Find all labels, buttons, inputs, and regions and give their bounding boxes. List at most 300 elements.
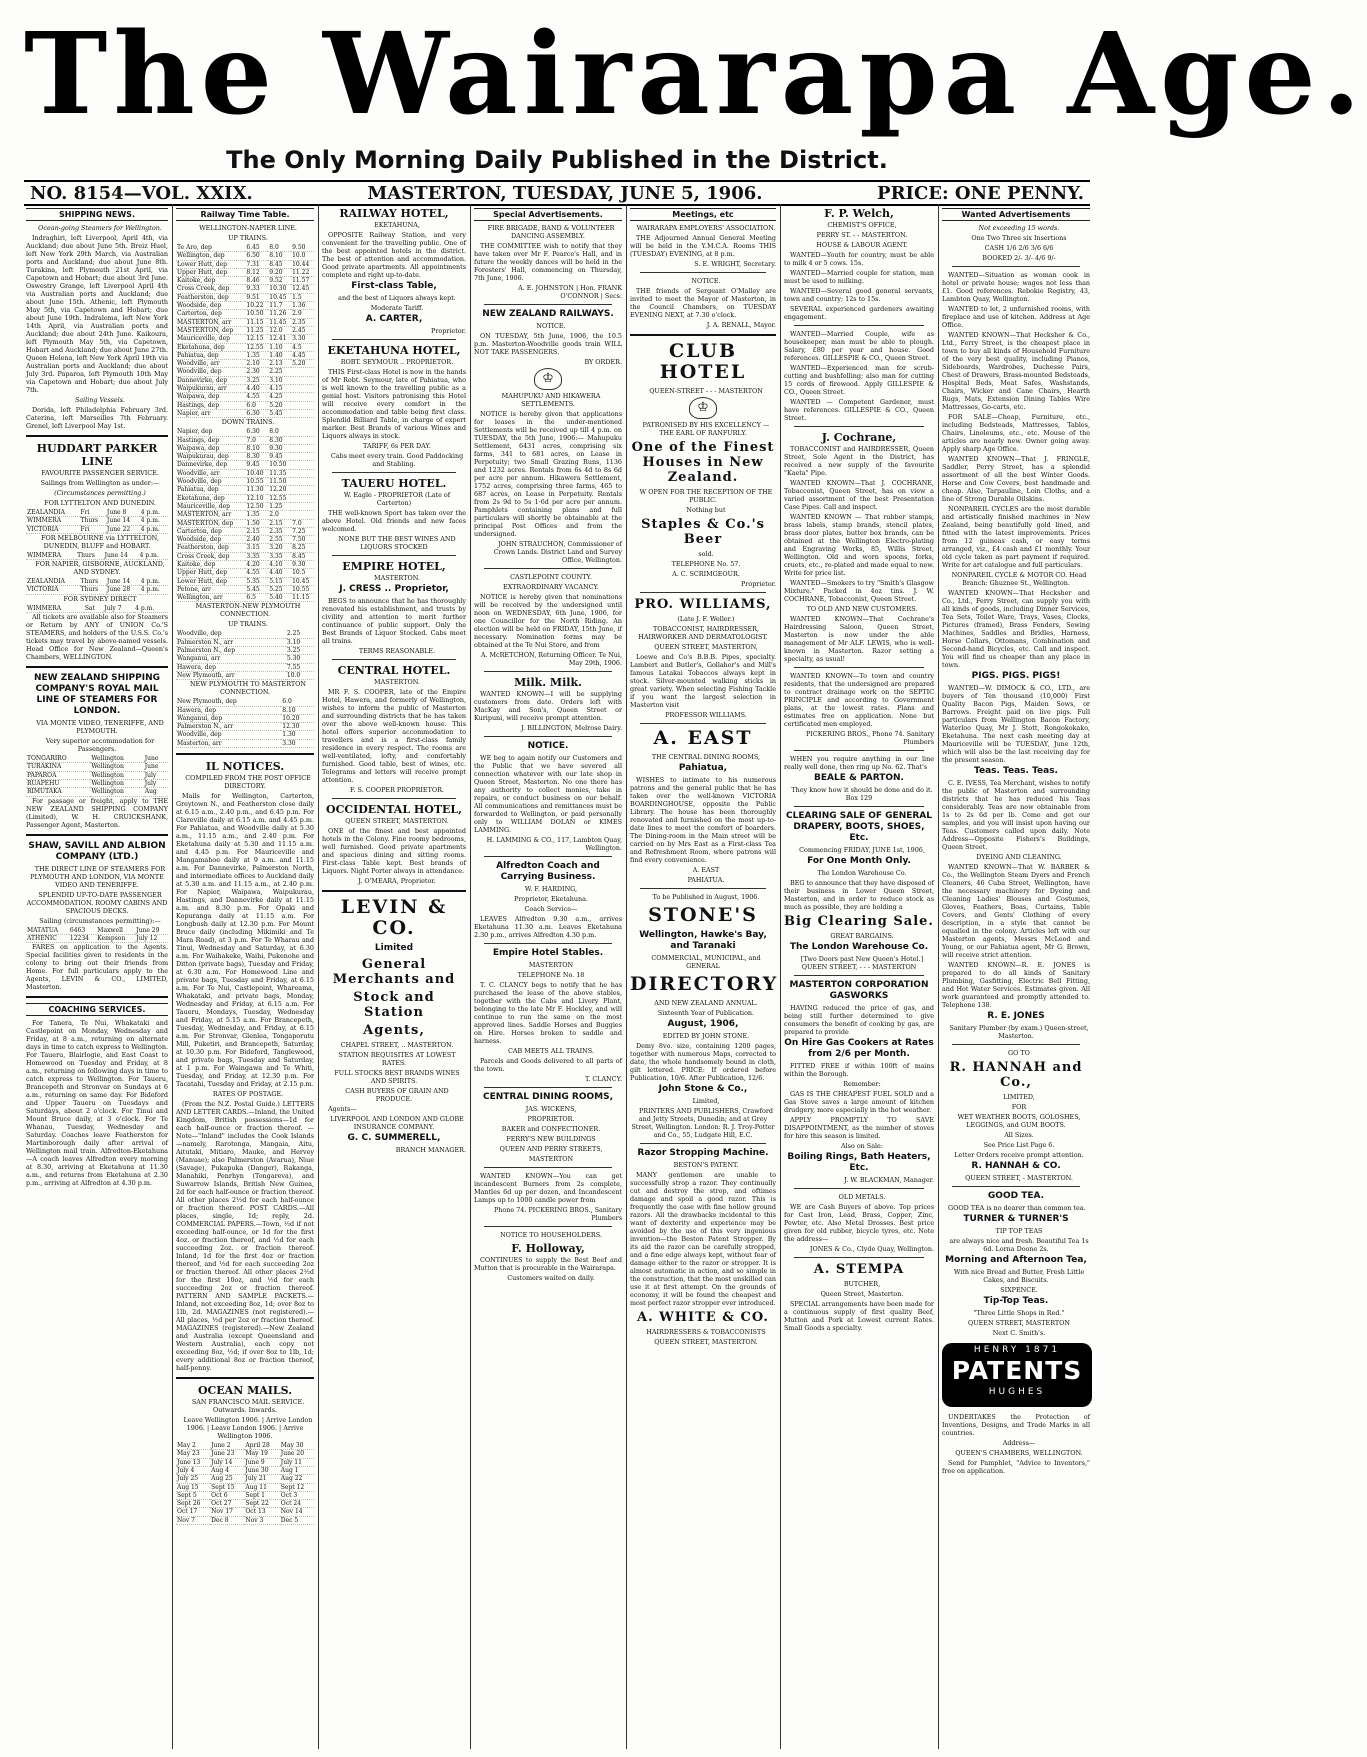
taueru-hotel-heading: TAUERU HOTEL. bbox=[341, 477, 447, 490]
omalley-notice-heading: NOTICE. bbox=[691, 277, 721, 285]
nonpareil-signature: NONPAREIL CYCLE & MOTOR CO. Head Branch: Ghuznee St., Wellington. bbox=[951, 571, 1087, 587]
table-cell: New Plymouth, dep bbox=[176, 698, 281, 706]
table-cell: July bbox=[144, 771, 168, 779]
table-row bbox=[176, 663, 314, 671]
table-row bbox=[176, 244, 314, 252]
table-cell: 9.30 bbox=[268, 444, 291, 452]
table-cell: Thurs bbox=[76, 552, 103, 560]
levin-insurance: LIVERPOOL AND LONDON AND GLOBE INSURANCE COMPANY. bbox=[330, 1115, 464, 1131]
levin-manager: G. C. SUMMERELL, bbox=[347, 1133, 441, 1143]
table-cell: MASTERTON, dep bbox=[176, 326, 245, 334]
table-cell: RUAPEHU bbox=[26, 779, 90, 787]
welch-wanted-1: WANTED—Youth for country, must be able to milk 4 or 5 cows. 15s. bbox=[784, 251, 934, 267]
railway-hotel-table: First-class Table, bbox=[351, 281, 437, 291]
nz-railways-notice: NOTICE. bbox=[536, 322, 566, 330]
route-heading: FOR NAPIER, GISBORNE, AUCKLAND, AND SYDNEY. bbox=[35, 560, 165, 577]
railway-direction: DOWN TRAINS. bbox=[221, 418, 275, 427]
empire-stables-parcels: Parcels and Goods delivered to all parts of the town. bbox=[474, 1057, 622, 1073]
table-cell: 11.35 bbox=[268, 469, 291, 477]
table-cell: 1.35 bbox=[245, 351, 268, 359]
shipping-body: Indraghiri, left Liverpool, April 4th, via Auckland; due about June 5th. Breiz Huel, left New York 29th March, via Australian ports and Auckland; due about June 8th. Turakina, left Plymouth 21st April, via Capetown and Hobart; due about 3rd June. Oswestry Grange, left Liverpool April 4th via Australian ports and Auckland; due about June 15th. Athenic, left Plymouth May 5th, via Capetown and Hobart; due about June 19th. Indralema, left New York 14th April, via Australian ports and Auckland; due about 24th June. Kaikoura, left Plymouth May 5th, via Capetown, Hobart and Auckland; due about June 27th. Queen Helena, left New York April 19th via Australian ports and Auckland; due about July 3rd. Paparoa, left Plymouth 10th May via Capetown and Hobart; due about July 7th. bbox=[26, 234, 168, 394]
table-row bbox=[176, 252, 314, 260]
table-cell: Mauriceville, dep bbox=[176, 502, 245, 510]
new-plymouth-return-heading: NEW PLYMOUTH TO MASTERTON CONNECTION. bbox=[189, 680, 307, 697]
table-cell: Oct 24 bbox=[280, 1500, 314, 1508]
table-cell: Wellington bbox=[90, 763, 143, 771]
club-hotel-heading: CLUB HOTEL bbox=[659, 340, 747, 383]
column-1 bbox=[26, 204, 168, 1749]
table-cell: 8.45 bbox=[291, 552, 314, 560]
table-row bbox=[26, 927, 168, 935]
table-cell: July 25 bbox=[176, 1475, 210, 1483]
table-row bbox=[176, 536, 314, 544]
table-row bbox=[176, 511, 314, 519]
table-row bbox=[26, 788, 168, 796]
employers-body: THE Adjourned Annual General Meeting will be held in the Y.M.C.A. Rooms THIS (TUESDAY) EVENING, at 8 p.m. bbox=[630, 234, 776, 258]
table-row bbox=[176, 360, 314, 368]
table-row bbox=[176, 469, 314, 477]
table-cell: 12.45 bbox=[291, 285, 314, 293]
table-row bbox=[26, 509, 168, 517]
table-cell: 12.15 bbox=[245, 335, 268, 343]
table-cell: July bbox=[144, 779, 168, 787]
table-cell: 5.15 bbox=[268, 577, 291, 585]
stones-subhead-2: COMMERCIAL, MUNICIPAL, and GENERAL bbox=[651, 954, 761, 970]
table-cell: 9.52 bbox=[268, 277, 291, 285]
table-cell: 12.20 bbox=[268, 486, 291, 494]
nz-railways-heading: NEW ZEALAND RAILWAYS. bbox=[482, 309, 614, 319]
turner-body: are always nice and fresh. Beautiful Tea 1s 6d. Lorna Doone 2s. bbox=[949, 1237, 1089, 1253]
table-cell: 4.55 bbox=[245, 569, 268, 577]
table-cell: 5.40 bbox=[268, 594, 291, 602]
table-cell: 10.40 bbox=[245, 469, 268, 477]
issue-date: MASTERTON, TUESDAY, JUNE 5, 1906. bbox=[367, 182, 763, 204]
table-cell: 6.30 bbox=[245, 428, 268, 436]
table-cell: 4.5 bbox=[291, 343, 314, 351]
table-cell: 1.10 bbox=[268, 343, 291, 351]
divider bbox=[794, 1188, 924, 1189]
table-row bbox=[176, 1483, 314, 1491]
table-cell: Sept 1 bbox=[244, 1491, 279, 1499]
table-row bbox=[176, 638, 314, 646]
three-shops: "Three Little Shops in Red." bbox=[973, 1309, 1065, 1317]
central-dining-building: FERRY'S NEW BUILDINGS bbox=[506, 1135, 596, 1143]
table-row bbox=[176, 335, 314, 343]
railway-hotel-proprietor: A. CARTER, bbox=[365, 314, 423, 324]
turner-tip-top: TIP TOP TEAS bbox=[995, 1227, 1043, 1235]
welch-agency: HOUSE & LABOUR AGENT. bbox=[816, 241, 908, 249]
pigs-body: WANTED—W. DIMOCK & CO., LTD., are buyers of Ten thousand (10,000) First Quality Bacon Pigs, Maiden Sows, or Barrows. Freight paid on live pigs. Full particulars from Wellington Bacon Factory, Waterloo Quay, Mr J. Stott, Rongokokako, Eketahuna. The next cash meeting day at Mauriceville will be TUESDAY, June 12th, which will also be the last receiving day for the present season. bbox=[942, 684, 1090, 764]
table-cell: Woodville, arr bbox=[176, 469, 245, 477]
table-cell: 7.0 bbox=[291, 519, 314, 527]
central-dining-proprietor: JAS. WICKENS, bbox=[525, 1105, 577, 1113]
table-cell: 9.30 bbox=[291, 560, 314, 568]
table-row bbox=[176, 560, 314, 568]
table-cell: 11.57 bbox=[291, 277, 314, 285]
levin-agents-label: Agents— bbox=[328, 1105, 357, 1113]
table-row bbox=[176, 552, 314, 560]
new-plymouth-table bbox=[176, 630, 314, 680]
column-rule bbox=[318, 204, 319, 1749]
divider bbox=[484, 1226, 612, 1227]
a-east-location: Pahiatua, bbox=[678, 763, 728, 773]
table-cell: June 9 bbox=[244, 1458, 279, 1466]
hannah-sizes: All Sizes. bbox=[1004, 1131, 1034, 1139]
cochrane-heading: J. Cochrane, bbox=[821, 431, 897, 444]
hughes-body: UNDERTAKES the Protection of Inventions, Designs, and Trade Marks in all countries. bbox=[942, 1413, 1090, 1437]
empire-stables-body: T. C. CLANCY begs to notify that he has purchased the lease of the above stables, together with the Cabs and Livery Plant, belonging to the late Mr F. Hockley, and will continue to run the same on the most approved lines. Saddle Horses and Buggies on Hire. Horses broken to saddle and harness. bbox=[474, 981, 622, 1045]
table-cell: June 14 bbox=[106, 578, 140, 586]
fire-brigade-body: THE COMMITTEE wish to notify that they have taken over Mr F. Pearce's Hall, and in future the weekly dances will be held in the Foresters' Hall, commencing on Thursday, 7th June, 1906. bbox=[474, 242, 622, 282]
table-cell: 8.30 bbox=[268, 436, 291, 444]
table-cell bbox=[291, 469, 314, 477]
pro-williams-heading: PRO. WILLIAMS, bbox=[634, 597, 772, 612]
stones-body: Demy 8vo. size, containing 1200 pages, together with numerous Maps, corrected to date, the whole handsomely bound in cloth, gilt lettered. PRICE: If ordered before Publication, 10/6. After Publication, 12/6. bbox=[630, 1042, 776, 1082]
welch-heading: F. P. Welch, bbox=[824, 207, 894, 220]
table-row bbox=[26, 605, 168, 613]
table-cell bbox=[291, 511, 314, 519]
table-row bbox=[176, 714, 314, 722]
table-cell: Aug bbox=[144, 788, 168, 796]
table-row bbox=[176, 739, 314, 747]
table-cell: June 23 bbox=[210, 1450, 244, 1458]
milk-body: WANTED KNOWN—I will be supplying customers from date. Orders left with MacKay and Son's, Queen Street or Kuripuni, will receive prompt attention. bbox=[474, 690, 622, 722]
table-cell: 9.20 bbox=[268, 268, 291, 276]
table-cell: 7.31 bbox=[245, 260, 268, 268]
table-cell bbox=[291, 393, 314, 401]
table-cell: 1.35 bbox=[245, 511, 268, 519]
a-east-body: WISHES to intimate to his numerous patrons and the general public that he has taken over the well-known VICTORIA BOARDINGHOUSE, opposite the Public Library. The house has been thoroughly renovated and furnished on the most up-to-date lines to meet the comfort of boarders. The Dining-room in the Main street will be carried on by Mrs East as a First-class Tea and Refreshment Room, where patrons will find every convenience. bbox=[630, 776, 776, 864]
table-cell: 2.55 bbox=[268, 536, 291, 544]
table-cell: 11.7 bbox=[268, 302, 291, 310]
sailing-vessels-heading: Sailing Vessels. bbox=[74, 396, 126, 404]
table-cell: Woodville, arr bbox=[176, 360, 245, 368]
table-row bbox=[176, 671, 314, 679]
table-cell: 7.25 bbox=[291, 527, 314, 535]
railway-hotel-heading: RAILWAY HOTEL, bbox=[339, 207, 449, 220]
table-cell: 10.55 bbox=[291, 585, 314, 593]
table-cell: Pahiatua, dep bbox=[176, 486, 245, 494]
table-cell: 8.45 bbox=[268, 260, 291, 268]
table-cell: 5.20 bbox=[291, 360, 314, 368]
table-cell: April 28 bbox=[244, 1442, 279, 1450]
table-cell: VICTORIA bbox=[26, 586, 80, 594]
table-row bbox=[26, 525, 168, 533]
table-cell: May 2 bbox=[176, 1442, 210, 1450]
table-cell: Dec 5 bbox=[280, 1516, 314, 1524]
empire-hotel-heading: EMPIRE HOTEL, bbox=[342, 560, 446, 573]
divider bbox=[630, 334, 776, 336]
table-cell: Woodville, dep bbox=[176, 731, 281, 739]
table-row bbox=[176, 461, 314, 469]
table-cell: Cross Creek, dep bbox=[176, 552, 245, 560]
table-cell bbox=[291, 461, 314, 469]
levin-general-merchants: General Merchants and bbox=[332, 957, 456, 987]
table-cell: Masterton, arr bbox=[176, 739, 281, 747]
beale-heading: BEALE & PARTON. bbox=[814, 773, 904, 783]
table-cell: June 14 bbox=[104, 552, 139, 560]
table-cell: VICTORIA bbox=[26, 525, 80, 533]
mahupuku-signature: JOHN STRAUCHON, Commissioner of Crown Lands. District Land and Survey Office, Wellington. bbox=[493, 540, 622, 564]
table-cell: 7.0 bbox=[245, 436, 268, 444]
table-cell: 1.25 bbox=[268, 502, 291, 510]
divider bbox=[484, 943, 612, 944]
central-hotel-location: MASTERTON. bbox=[374, 678, 420, 686]
table-cell: New Plymouth, arr bbox=[176, 671, 286, 679]
huddart-circumstances: (Circumstances permitting.) bbox=[54, 489, 146, 497]
razor-heading: Razor Stropping Machine. bbox=[637, 1148, 769, 1158]
jones-title: Sanitary Plumber (by exam.) Queen-street, Masterton. bbox=[949, 1024, 1089, 1040]
table-cell: Thurs bbox=[80, 517, 106, 525]
shaw-savill-body: SPLENDID UP-TO-DATE PASSENGER ACCOMMODATION. ROOMY CABINS AND SPACIOUS DECKS. bbox=[26, 890, 168, 915]
table-cell: 4.15 bbox=[268, 385, 291, 393]
central-dining-heading: CENTRAL DINING ROOMS, bbox=[482, 1092, 614, 1102]
divider bbox=[640, 592, 766, 593]
castlepoint-body: NOTICE is hereby given that nominations will be received by the undersigned until noon on WEDNESDAY, 6th June, 1906, for one Councillor for the North Riding. An election will be held on FRIDAY, 15th June, if necessary. Nomination forms may be obtained at the Te Nui Store, and from bbox=[474, 593, 622, 649]
table-cell: Aug 22 bbox=[280, 1475, 314, 1483]
table-row bbox=[176, 409, 314, 417]
divider bbox=[332, 555, 456, 556]
railway-direction: UP TRAINS. bbox=[228, 620, 268, 629]
table-row bbox=[26, 552, 168, 560]
table-row bbox=[176, 544, 314, 552]
table-row bbox=[176, 343, 314, 351]
stones-heading: STONE'S bbox=[648, 904, 758, 926]
table-cell: Wellington bbox=[90, 788, 143, 796]
table-cell: Sept 5 bbox=[176, 1491, 210, 1499]
levin-agents: Agents, bbox=[363, 1023, 425, 1038]
alfredton-proprietor: W. F. HARDING, bbox=[524, 885, 578, 893]
table-cell: Hawera, dep bbox=[176, 706, 281, 714]
issue-number: NO. 8154—VOL. XXIX. bbox=[30, 182, 253, 204]
beale-body: WHEN you require anything in our line really well done, then ring up No. 62. That's bbox=[784, 755, 934, 771]
column-2 bbox=[176, 204, 314, 1749]
table-cell: Dannevirke, dep bbox=[176, 461, 245, 469]
table-cell bbox=[291, 401, 314, 409]
central-dining-address: QUEEN AND PERRY STREETS, bbox=[499, 1145, 603, 1153]
table-cell: 6.45 bbox=[245, 244, 268, 252]
club-hotel-address: QUEEN-STREET - - - MASTERTON bbox=[649, 387, 763, 395]
divider bbox=[322, 890, 466, 892]
club-hotel-proprietor: A. C. SCRIMGEOUR. bbox=[672, 570, 740, 578]
empire-stables-cabs: CAB MEETS ALL TRAINS. bbox=[508, 1047, 594, 1055]
divider bbox=[26, 834, 168, 836]
turner-sixpence: SIXPENCE. bbox=[1000, 1286, 1038, 1294]
table-cell: 5.35 bbox=[245, 577, 268, 585]
omalley-notice-signature: J. A. RENALL, Mayor. bbox=[706, 321, 776, 329]
empire-hotel-terms: TERMS REASONABLE. bbox=[358, 647, 436, 655]
table-cell: 3.30 bbox=[291, 335, 314, 343]
old-customers-heading: TO OLD AND NEW CUSTOMERS. bbox=[806, 605, 918, 613]
lamming-notice-body: WE beg to again notify our Customers and the Public that we have severed all connection whatever with our late shop in Queen Street, Masterton. No one there has any authority to collect monies, take in repairs, or conduct business on our behalf. All communications and remittances must be forwarded to Wellington, or paid personally only to WILLIAM DOLAN or KIMES LAMMING. bbox=[474, 754, 622, 834]
welch-wanted-4: SEVERAL experienced gardeners awaiting engagement. bbox=[784, 305, 934, 321]
wanted-ad-6: NONPAREIL CYCLES are the most durable and artistically finished machines in New Zealand, being beautifully gold lined, and fitted with the latest improvements. Prices from 12 guineas cash, or easy terms arranged, viz., £4 cash and £1 monthly. Your old cycle taken as part payment if required. Write for art catalogue and full particulars. bbox=[942, 505, 1090, 569]
table-cell: May 23 bbox=[176, 1450, 210, 1458]
club-hotel-finest: One of the Finest Houses in New Zealand. bbox=[631, 440, 775, 485]
stones-limited: Limited, bbox=[692, 1097, 720, 1105]
divider bbox=[484, 736, 612, 737]
table-cell: 10.44 bbox=[291, 260, 314, 268]
table-cell: Kempson bbox=[96, 934, 135, 942]
old-metals-body: WE are Cash Buyers of above. Top prices for Cast Iron, Lead, Brass, Copper, Zinc, Pewter, etc. Also Metal Drosses. Best price given for old rubber, bicycle tyres, etc. Note the address— bbox=[784, 1203, 934, 1243]
table-cell: 8.30 bbox=[245, 453, 268, 461]
stones-date: August, 1906, bbox=[667, 1019, 739, 1029]
ocean-mails-columns: Leave Wellington 1906. | Arrive London 1906. | Leave London 1906. | Arrive Wellington 1906. bbox=[183, 1416, 313, 1441]
table-cell: 9.45 bbox=[268, 453, 291, 461]
newspaper-tagline: The Only Morning Daily Published in the District. bbox=[226, 146, 888, 174]
table-row bbox=[176, 302, 314, 310]
table-cell: Woodside, dep bbox=[176, 302, 245, 310]
wanted-rates-cash: CASH 1/6 2/6 3/6 6/6 bbox=[984, 244, 1054, 252]
table-cell: 10.5 bbox=[291, 569, 314, 577]
table-cell: June bbox=[144, 755, 168, 763]
shaw-savill-heading: SHAW, SAVILL AND ALBION COMPANY (LTD.) bbox=[28, 840, 166, 862]
railway-hotel-location: EKETAHUNA, bbox=[374, 221, 420, 229]
table-cell: Fri bbox=[80, 509, 106, 517]
table-cell: Wellington, dep bbox=[176, 252, 245, 260]
table-row bbox=[26, 578, 168, 586]
table-cell: Oct 17 bbox=[176, 1508, 210, 1516]
table-row bbox=[176, 351, 314, 359]
table-cell: Cross Creek, dep bbox=[176, 285, 245, 293]
divider bbox=[26, 435, 168, 437]
dateline-bar bbox=[24, 180, 1090, 206]
pro-williams-signature: PROFESSOR WILLIAMS. bbox=[665, 711, 747, 719]
table-cell: July 11 bbox=[280, 1458, 314, 1466]
table-row bbox=[176, 519, 314, 527]
table-cell: 4.10 bbox=[268, 560, 291, 568]
castlepoint-heading: CASTLEPOINT COUNTY. bbox=[510, 573, 592, 581]
divider bbox=[640, 888, 766, 889]
logo-top-text: HENRY bbox=[973, 1345, 1020, 1355]
club-hotel-patron: PATRONISED BY HIS EXCELLENCY — THE EARL OF RANFURLY. bbox=[642, 421, 770, 437]
table-cell: July 21 bbox=[244, 1475, 279, 1483]
table-cell: Wellington bbox=[90, 771, 143, 779]
royal-crest-icon: ♔ bbox=[534, 368, 562, 390]
table-cell: Eketahuna, dep bbox=[176, 494, 245, 502]
coaching-heading: COACHING SERVICES. bbox=[26, 1003, 168, 1016]
table-cell: 6.0 bbox=[245, 401, 268, 409]
table-cell: ATHENIC bbox=[26, 934, 69, 942]
clearing-sale-month: For One Month Only. bbox=[807, 856, 911, 866]
gasworks-hire: On Hire Gas Cookers at Rates from 2/6 per Month. bbox=[784, 1038, 934, 1059]
table-cell: 8.0 bbox=[268, 428, 291, 436]
stones-subhead: Wellington, Hawke's Bay, and Taranaki bbox=[639, 930, 767, 951]
table-cell: 10.20 bbox=[281, 714, 314, 722]
hannah-heading-2: R. HANNAH & CO. bbox=[971, 1161, 1061, 1171]
table-cell: Sept 26 bbox=[176, 1500, 210, 1508]
table-cell: 5.45 bbox=[245, 585, 268, 593]
divider bbox=[952, 266, 1080, 267]
table-cell: MASTERTON, arr bbox=[176, 511, 245, 519]
table-row bbox=[176, 494, 314, 502]
nz-shipping-note: For passage or freight, apply to THE NEW ZEALAND SHIPPING COMPANY (Limited), W. H. CRUICKSHANK, Passenger Agent, Masterton. bbox=[26, 796, 168, 829]
table-cell bbox=[291, 385, 314, 393]
stamps-body: WANTED KNOWN — That rubber stamps, brass labels, stamp brands, stencil plates, brass door plates, butter box brands, can be obtained at the Wellington Electro-plating and Engraving Works, 85, Willis Street, Wellington. Old and worn spoons, forks, cruets, etc., re-plated and made equal to new. Write for price list. bbox=[784, 513, 934, 577]
occidental-hotel-location: QUEEN STREET, MASTERTON. bbox=[345, 817, 449, 825]
hannah-for: FOR bbox=[1011, 1103, 1027, 1111]
divider bbox=[794, 667, 924, 668]
turner-heading: TURNER & TURNER'S bbox=[963, 1214, 1069, 1224]
eketahuna-hotel-proprietor: ROBT. SEYMOUR .. PROPRIETOR. bbox=[340, 358, 454, 366]
nz-railways-order: BY ORDER. bbox=[584, 358, 622, 366]
table-cell: 8.46 bbox=[245, 277, 268, 285]
table-cell: MASTERTON, arr bbox=[176, 318, 245, 326]
wanted-ad-7: WANTED KNOWN—That Hecksher and Co., Ltd., Ferry Street, can supply you with all kinds of goods, including Dinner Services, Tea Sets, Toilet Ware, Trays, Vases, Clocks, Pictures (framed), Brass Fenders, Sewing Machines, Saddles and Bridles, Harness, Horse Collars, Ottomans, Combination and Second-hand Bicycles, etc. Call and inspect. You will find us cheaper than any place in town. bbox=[942, 589, 1090, 669]
mail-notices-body: Mails for Wellington, Carterton, Greytown N., and Featherston close daily at 6.15 a.m., 2.40 p.m., and 6.45 p.m. For Clareville daily at 6.15 a.m. and 4.45 p.m. For Pahiatua, and Woodville daily at 5.30 a.m., 11.15 a.m., and 2.40 p.m. For Eketahuna daily at 5.30 and 11.15 a.m. and 4.45 p.m. For Mauriceville and Mangamahoe daily at 9 a.m. and 11.15 a.m. For Dannevirke, Palmerston North, and intermediate offices to Auckland daily at 5.30 a.m. and 11.15 a.m., at 2.40 p.m. For Napier, Waipawa, Waipukurau, Hastings, and Dannevirke daily at 11.15 a.m. and 8.30 p.m. For Opaki and Kopuranga daily at 11.15 a.m. For Longbush daily at 12.30 p.m. For Mount Bruce daily (including Mikimiki and Te Mara Road), at 3 p.m. For Te Wharau and Tinui, Wednesday and Saturday, at 6.30 a.m. For Waihakeke, Waihi, Pukenohe and Ditton (private bags), Tuesday and Friday, at 6.30 a.m. For Homewood Line and private bags, Tuesday and Friday, at 6.15 a.m. For Te Nui, Castlepoint, Whareama, Whakataki, and private bags, Monday, Wednesday and Friday, at 6.15 a.m. For Taueru, Mondays, Tuesday, Wednesday and Friday, at 5.15 a.m. For Brancepeth, Tuesday, Wednesday, and Friday, at 6.15 a.m. For Stronvar, Glenlea, Tongaporutu Mill, Puketiri, and Brancepeth, Saturday, at 10.30 p.m. For Bideford, Tanglewood, and private bags, Tuesday and Saturday, at 1 p.m. For Waingawa and Te Whiti, Tuesday, and Friday, at 12.30 p.m. For Tacatahi, Tuesday and Friday, at 2.15 p.m. bbox=[176, 792, 314, 1089]
table-row bbox=[176, 1458, 314, 1466]
table-cell: Nov 17 bbox=[210, 1508, 244, 1516]
table-cell: RIMUTAKA bbox=[26, 788, 90, 796]
table-cell: 4.25 bbox=[268, 393, 291, 401]
divider bbox=[952, 1186, 1080, 1187]
table-cell: Upper Hutt, dep bbox=[176, 268, 245, 276]
table-cell: Wellington bbox=[90, 755, 143, 763]
table-cell: MASTERTON, dep bbox=[176, 519, 245, 527]
gasworks-fitted: FITTED FREE if within 100ft of mains within the Borough. bbox=[784, 1062, 934, 1078]
gasworks-also: Also on Sale: bbox=[841, 1142, 883, 1150]
club-hotel-proprietor-title: Proprietor. bbox=[741, 580, 776, 588]
table-row bbox=[176, 393, 314, 401]
old-metals-signature: JONES & Co., Clyde Quay, Wellington. bbox=[809, 1245, 934, 1253]
cochrane-pipes: WANTED KNOWN—That J. COCHRANE, Tobacconist, Queen Street, has on view a varied assortment of the best Presentation Case Pipes. Call and inspect. bbox=[784, 479, 934, 511]
divider bbox=[794, 426, 924, 427]
divider bbox=[332, 659, 456, 660]
septic-signature: PICKERING BROS., Phone 74. Sanitary Plumbers bbox=[806, 730, 934, 746]
table-cell: Pahiatua, dep bbox=[176, 351, 245, 359]
table-row bbox=[176, 401, 314, 409]
stones-annual: AND NEW ZEALAND ANNUAL. bbox=[654, 999, 758, 1007]
table-cell: Mauriceville, dep bbox=[176, 335, 245, 343]
column-rule bbox=[938, 204, 939, 1749]
table-cell: 4 p.m. bbox=[140, 509, 168, 517]
dyeing-body: WANTED KNOWN—That W. BARBER & Co., the Wellington Steam Dyers and French Cleaners, 46 Cuba Street, Wellington, have the necessary machinery for Dyeing and Cleaning Ladies' Blouses and Costumes, Gloves, Feathers, Boas, Curtains, Table Covers, and Gents' Clothing of every description, in a style that cannot be equalled in the colony. Articles left with our Masterton agents, Messrs McLeod and Young, or our Pahiatua agent, Mr G. Brown, will receive strict attention. bbox=[942, 863, 1090, 959]
club-hotel-telephone: TELEPHONE No. 57. bbox=[671, 560, 741, 568]
alfredton-location: Proprietor, Eketahuna. bbox=[514, 895, 588, 903]
column-3 bbox=[322, 204, 466, 1749]
table-cell: 11.15 bbox=[291, 594, 314, 602]
table-row bbox=[176, 502, 314, 510]
table-cell: 4.40 bbox=[245, 385, 268, 393]
column-4 bbox=[474, 204, 622, 1749]
table-cell: 3.25 bbox=[245, 376, 268, 384]
levin-address: CHAPEL STREET, .. MASTERTON. bbox=[340, 1041, 454, 1049]
postage-heading: RATES OF POSTAGE. bbox=[212, 1090, 284, 1099]
beale-footer: They know how it should be done and do it. Box 129 bbox=[791, 786, 933, 802]
eketahuna-hotel-tariff: TARIFF, 6s PER DAY. bbox=[363, 442, 431, 450]
london-warehouse-address: [Two Doors past New Queen's Hotel.] QUEEN STREET, - - - MASTERTON bbox=[800, 955, 924, 971]
levin-limited: Limited bbox=[374, 943, 414, 953]
meetings-heading: Meetings, etc bbox=[630, 208, 776, 221]
table-row bbox=[176, 577, 314, 585]
hannah-price-list: See Price List Page 6. bbox=[983, 1141, 1055, 1149]
divider bbox=[640, 1143, 766, 1144]
central-hotel-proprietor: F. S. COOPER PROPRIETOR. bbox=[350, 786, 444, 794]
table-cell: 12.30 bbox=[281, 723, 314, 731]
alfredton-body: LEAVES Alfredton 9.30 a.m., arrives Eketahuna 11.30 a.m. Leaves Eketahuna 2.30 p.m., arrives Alfredton 4.30 p.m. bbox=[474, 915, 622, 939]
a-east-subhead: THE CENTRAL DINING ROOMS, bbox=[651, 753, 761, 761]
eketahuna-hotel-body: THIS First-class Hotel is now in the hands of Mr Robt. Seymour, late of Pahiatua, who is well known to the travelling public as a genial host. Visitors patronising this Hotel will receive every comfort in the accommodation and table being first class. Splendid Billiard Table, in charge of expert marker. Best Brands of various Wines and Liquors always in stock. bbox=[322, 368, 466, 440]
occidental-hotel-heading: OCCIDENTAL HOTEL, bbox=[325, 803, 462, 816]
table-cell: 1.30 bbox=[281, 731, 314, 739]
divider bbox=[794, 1257, 924, 1258]
alfredton-coach-heading: Alfredton Coach and Carrying Business. bbox=[496, 861, 600, 882]
table-cell: Woodville, dep bbox=[176, 630, 286, 638]
table-cell: 4.55 bbox=[245, 393, 268, 401]
table-row bbox=[176, 277, 314, 285]
logo-bottom-text: HUGHES bbox=[988, 1387, 1046, 1397]
table-row bbox=[176, 1450, 314, 1458]
